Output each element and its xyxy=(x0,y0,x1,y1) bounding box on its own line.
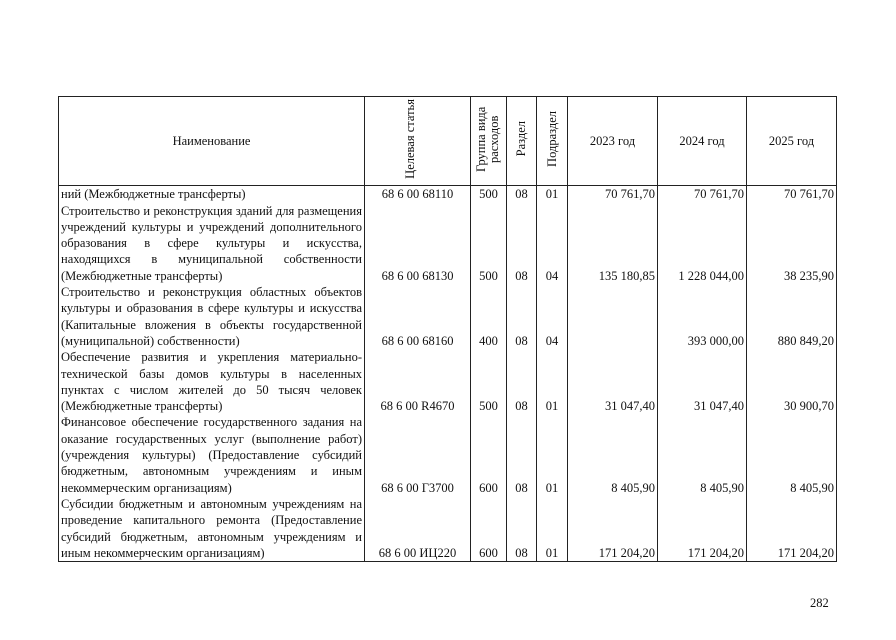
row-section: 08 xyxy=(507,414,537,495)
row-subsection: 01 xyxy=(537,186,568,203)
table-row xyxy=(59,496,837,562)
header-section-label: Раздел xyxy=(514,121,528,157)
row-subsection: 01 xyxy=(537,349,568,414)
row-value-2025: 30 900,70 xyxy=(747,349,837,414)
row-name: Строительство и реконструкция зданий для размещения учреждений культуры и учреждений дополнительного образования в сфере культуры и искусства, находящихся в муниципальной собственности (Межбюджетные трансферты) xyxy=(59,203,365,284)
row-value-2023: 70 761,70 xyxy=(568,186,658,203)
row-expense-group: 600 xyxy=(471,496,507,562)
row-name: Обеспечение развития и укрепления материально-технической базы домов культуры в населенных пунктах с числом жителей до 50 тысяч человек (Межбюджетные трансферты) xyxy=(59,349,365,414)
row-value-2024: 31 047,40 xyxy=(658,349,747,414)
row-value-2025: 880 849,20 xyxy=(747,284,837,349)
row-name: Финансовое обеспечение государственного задания на оказание государственных услуг (выполнение работ) (учреждения культуры) (Предоставление субсидий бюджетным, автономным учреждениям и иным некоммерческим организациям) xyxy=(59,414,365,495)
row-target-article: 68 6 00 R4670 xyxy=(365,349,471,414)
row-value-2024: 8 405,90 xyxy=(658,414,747,495)
table-row xyxy=(59,186,837,203)
header-2024: 2024 год xyxy=(658,97,747,186)
header-target-article-label: Целевая статья xyxy=(402,99,417,179)
row-value-2024: 171 204,20 xyxy=(658,496,747,562)
row-expense-group: 600 xyxy=(471,414,507,495)
row-section: 08 xyxy=(507,284,537,349)
row-name: Строительство и реконструкция областных объектов культуры и образования в сфере культуры и искусства (Капитальные вложения в объекты государственной (муниципальной) собственности) xyxy=(59,284,365,349)
row-section: 08 xyxy=(507,349,537,414)
row-target-article: 68 6 00 ИЦ220 xyxy=(365,496,471,562)
row-value-2024: 1 228 044,00 xyxy=(658,203,747,284)
row-value-2025: 70 761,70 xyxy=(747,186,837,203)
row-value-2025: 38 235,90 xyxy=(747,203,837,284)
table-header-row xyxy=(59,97,837,186)
table-row xyxy=(59,203,837,284)
row-subsection: 04 xyxy=(537,284,568,349)
header-subsection xyxy=(537,97,568,186)
row-name: ний (Межбюджетные трансферты) xyxy=(59,186,365,203)
header-target-article xyxy=(365,97,471,186)
row-value-2024: 393 000,00 xyxy=(658,284,747,349)
row-subsection: 01 xyxy=(537,414,568,495)
row-section: 08 xyxy=(507,186,537,203)
header-expense-group-label: Группа вида расходов xyxy=(473,106,501,172)
row-target-article: 68 6 00 68160 xyxy=(365,284,471,349)
row-subsection: 01 xyxy=(537,496,568,562)
header-2023: 2023 год xyxy=(568,97,658,186)
header-name: Наименование xyxy=(59,97,365,186)
row-value-2023: 8 405,90 xyxy=(568,414,658,495)
row-target-article: 68 6 00 Г3700 xyxy=(365,414,471,495)
page-number: 282 xyxy=(810,596,829,610)
table-row xyxy=(59,349,837,414)
table-row xyxy=(59,284,837,349)
header-expense-group xyxy=(471,97,507,186)
header-subsection-label: Подраздел xyxy=(544,111,559,167)
row-value-2023: 171 204,20 xyxy=(568,496,658,562)
header-2025: 2025 год xyxy=(747,97,837,186)
row-value-2023 xyxy=(568,284,658,349)
row-subsection: 04 xyxy=(537,203,568,284)
row-section: 08 xyxy=(507,496,537,562)
table-row xyxy=(59,414,837,495)
row-value-2024: 70 761,70 xyxy=(658,186,747,203)
row-expense-group: 500 xyxy=(471,186,507,203)
row-value-2023: 31 047,40 xyxy=(568,349,658,414)
row-expense-group: 500 xyxy=(471,349,507,414)
row-target-article: 68 6 00 68110 xyxy=(365,186,471,203)
row-target-article: 68 6 00 68130 xyxy=(365,203,471,284)
budget-table xyxy=(58,96,837,562)
row-expense-group: 500 xyxy=(471,203,507,284)
header-section xyxy=(507,97,537,186)
row-name: Субсидии бюджетным и автономным учреждениям на проведение капитального ремонта (Предоставление субсидий бюджетным, автономным учреждениям и иным некоммерческим организациям) xyxy=(59,496,365,562)
row-value-2023: 135 180,85 xyxy=(568,203,658,284)
row-value-2025: 171 204,20 xyxy=(747,496,837,562)
row-value-2025: 8 405,90 xyxy=(747,414,837,495)
row-expense-group: 400 xyxy=(471,284,507,349)
row-section: 08 xyxy=(507,203,537,284)
